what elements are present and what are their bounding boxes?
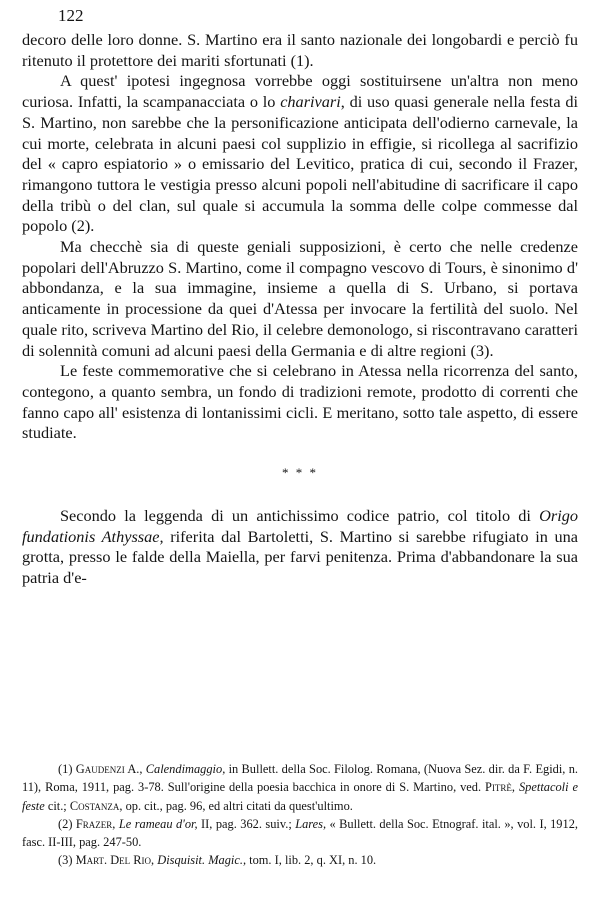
footnote-3 [22, 851, 578, 869]
footnote-1-text2: cit.; [44, 798, 70, 813]
footnote-3-text1: tom. I, lib. 2, q. XI, n. 10. [246, 853, 377, 868]
paragraph-hypothesis-rest: , di uso quasi generale nella festa di S. Martino, non sarebbe che la personificazione anticipata dell'odierno carnevale, la cui morte, celebrata in alcuni paesi col supplizio in effigie, si ricollega al sacrifizio del « capro espiatorio » o emissario del Levitico, pratica di cui, secondo il Frazer, rimangono tuttora le vestigia presso alcuni popoli nell'abitudine di sacrificare il capo della tribù o del clan, sul quale si accumula la somma delle colpe commesse dal popolo (2). [22, 92, 578, 236]
paragraph-legend-rest: riferita dal Bartoletti, S. Martino si sarebbe rifugiato in una grotta, presso le falde della Maiella, per farvi penitenza. Prima d'abbandonare la sua patria d'e- [22, 526, 578, 588]
footnotes [22, 760, 578, 870]
footnote-1-text3: op. cit., pag. 96, ed altri citati da quest'ultimo. [122, 798, 353, 813]
page-number: 122 [58, 6, 84, 25]
main-text [22, 30, 578, 589]
paragraph-legend [22, 506, 578, 589]
footnote-1-title2: Spettacoli e feste [22, 780, 578, 813]
footnote-1-author2: Pitrè, [485, 780, 516, 795]
footnote-2-text2: « Bullett. della Soc. Etnograf. ital. », vol. I, 1912, fasc. II-III, pag. 247-50. [22, 816, 578, 850]
footnote-1-number: (1) [58, 762, 73, 776]
footnote-2-title: Le rameau d'or, [118, 816, 198, 831]
paragraph-abruzzo: Ma checchè sia di queste geniali supposizioni, è certo che nelle credenze popolari dell'Abruzzo S. Martino, come il compagno vescovo di Tours, è sinonimo d' abbondanza, e la sua immagine, insieme a quella di S. Urbano, si portava anticamente in processione da quei d'Atessa per invocare la fertilità del suolo. Nel quale rito, scriveva Martino del Rio, il celebre demonologo, si riscontravano caratteri di solennità comuni ad alcuni paesi della Germania e di altre regioni (3). [22, 237, 578, 360]
footnote-2-number: (2) [58, 816, 73, 831]
footnote-2 [22, 815, 578, 852]
footnote-2-author: Frazer, [75, 816, 116, 831]
paragraph-legend-start: Secondo la leggenda di un antichissimo codice patrio, col titolo di [60, 506, 540, 526]
footnote-3-number: (3) [58, 853, 73, 868]
paragraph-feasts: Le feste commemorative che si celebrano in Atessa nella ricorrenza del santo, contegono, a quanto sembra, un fondo di tradizioni remote, prodotto di correnti che fanno capo all' esistenza di lontanissimi cicli. E meritano, sotto tale aspetto, di essere studiate. [22, 361, 578, 443]
paragraph-hypothesis [22, 71, 578, 237]
footnote-1-author3: Costanza, [69, 798, 123, 813]
footnote-2-text1: II, pag. 362. suiv.; [197, 816, 296, 831]
footnote-2-title2: Lares, [295, 816, 327, 831]
section-separator: * * * [282, 465, 318, 481]
footnote-1-author: Gaudenzi A., [75, 762, 143, 776]
paragraph-continuation: decoro delle loro donne. S. Martino era il santo nazionale dei longobardi e perciò fu ritenuto il protettore dei mariti sfortunati (1). [22, 30, 578, 70]
footnote-1 [22, 760, 578, 815]
footnote-3-title: Disquisit. Magic., [157, 853, 247, 868]
term-charivari: charivari [280, 92, 341, 112]
footnote-1-title: Calendimaggio, [145, 762, 226, 776]
paragraph-hypothesis-start: A quest' ipotesi ingegnosa vorrebbe oggi sostituirsene un'altra non meno curiosa. Infatti, la scampanacciata o lo [22, 71, 578, 112]
footnote-3-author: Mart. Del Rio, [75, 853, 155, 868]
footnote-1-text1: in Bullett. della Soc. Filolog. Romana, (Nuova Sez. dir. da F. Egidi, n. 11), Roma, 1911, pag. 3-78. Sull'origine della poesia bacchica in onore di S. Martino, ved. [22, 762, 578, 795]
title-origo: Origo fundationis Athyssae, [22, 506, 578, 546]
